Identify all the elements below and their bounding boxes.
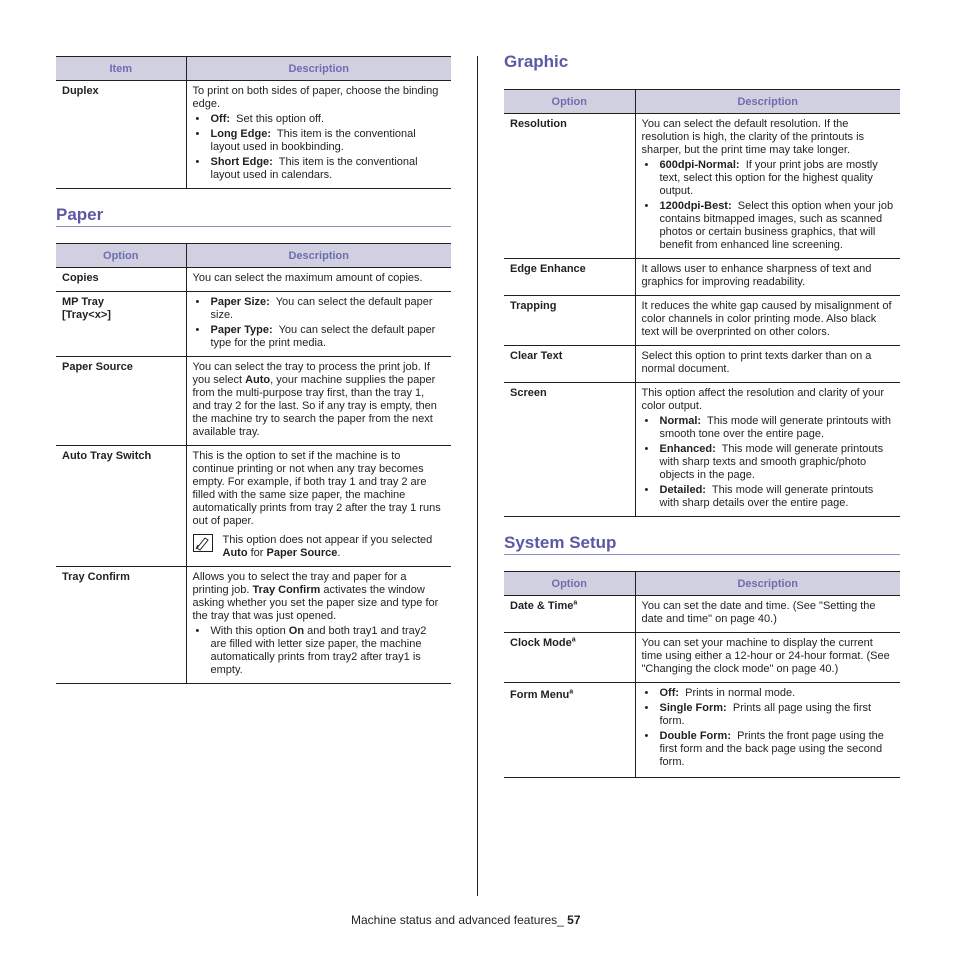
table-header-row — [504, 90, 900, 114]
option-description: This option affect the resolution and clarity of your color output. • Normal: This mode will generate printouts with smooth tone over the entire page. • Enhanced: This mode will generate printouts with sharp texts and smooth graphic/photo objects in the page. • Detailed: This mode will generate printouts with sharp details over the entire page. — [635, 383, 900, 517]
option-description: Select this option to print texts darker than on a normal document. — [641, 350, 872, 375]
option-description: To print on both sides of paper, choose the binding edge. • Off: Set this option off. • Long Edge: This item is the conventional layout used in bookbinding. • Short Edge: This item is the conventional layout used in calendars. — [186, 81, 451, 189]
option-description — [635, 683, 900, 778]
option-description: You can select the tray to process the print job. If you select Auto, your machine supplies the paper from the multi-purpose tray first, than the tray 1, and tray 2 for the last. So if any tray is empty, then the machine try to search the paper from the next available tray. — [192, 361, 437, 438]
list-item: • Enhanced: This mode will generate printouts with sharp texts and smooth graphic/photo objects in the page. — [642, 443, 895, 482]
table-header-row — [56, 57, 451, 81]
header-description: Description — [186, 244, 451, 268]
header-option: Option — [504, 572, 635, 596]
option-description: You can set the date and time. (See "Setting the date and time" on page 40.) — [641, 600, 876, 625]
header-description: Description — [186, 57, 451, 81]
option-description: You can select the default resolution. If the resolution is high, the clarity of the printouts is sharper, but the print time may take longer. • 600dpi-Normal: If your print jobs are mostly text, select this option for the highest quality output. • 1200dpi-Best: Select this option when your job contains bitmapped images, such as scanned photos or certain business graphics, that will benefit from enhanced line screening. — [635, 114, 900, 259]
note-icon — [193, 534, 213, 552]
list-item: • 600dpi-Normal: If your print jobs are mostly text, select this option for the highest quality output. — [642, 159, 895, 198]
option-name: MP Tray [Tray<x>] — [56, 292, 186, 357]
list-item: • Normal: This mode will generate printouts with smooth tone over the entire page. — [642, 415, 895, 441]
option-name: Copies — [56, 268, 186, 292]
option-name: Screen — [504, 383, 635, 517]
option-description: This is the option to set if the machine is to continue printing or not when any tray becomes empty. For example, if both tray 1 and tray 2 are filled with the same size paper, the machine automatically prints from tray 2 after the tray 1 runs out of paper. This option does not appear if you selected Auto for Paper Source. — [186, 446, 451, 567]
bullet-list — [193, 113, 446, 182]
list-item: • Paper Type: You can select the default paper type for the print media. — [193, 324, 446, 350]
table-header-row — [504, 572, 900, 596]
bullet-list — [642, 415, 895, 510]
option-name: Form Menu$^a$ — [504, 683, 635, 778]
left-column — [56, 56, 451, 684]
system-setup-table — [504, 571, 900, 778]
section-heading-paper: Paper — [56, 205, 451, 227]
bullet-list — [193, 625, 446, 677]
option-name: Edge Enhance — [504, 259, 635, 296]
table-row — [504, 259, 900, 296]
table-row — [504, 296, 900, 346]
option-description: Allows you to select the tray and paper for a printing job. Tray Confirm activates the window asking whether you set the paper size and type for the tray that was just opened. • With this option On and both tray1 and tray2 are filled with letter size paper, the machine automatically prints from tray2 after tray1 is empty. — [186, 567, 451, 684]
header-option: Option — [56, 244, 186, 268]
table-row — [56, 446, 451, 567]
option-name: Trapping — [504, 296, 635, 346]
table-row — [504, 683, 900, 778]
option-name: Auto Tray Switch — [56, 446, 186, 567]
list-item: • Double Form: Prints the front page using the first form and the back page using the second form. — [642, 730, 895, 769]
list-item: • Off: Prints in normal mode. — [642, 687, 895, 700]
option-name: Tray Confirm — [56, 567, 186, 684]
section-heading-graphic: Graphic — [504, 52, 569, 71]
option-description — [186, 292, 451, 357]
header-description: Description — [635, 572, 900, 596]
table-row — [504, 633, 900, 683]
option-description: You can set your machine to display the current time using either a 12-hour or 24-hour format. (See "Changing the clock mode" on page 40.) — [641, 637, 890, 675]
header-option: Option — [504, 90, 635, 114]
note — [193, 534, 446, 560]
bullet-list — [642, 159, 895, 252]
bullet-list — [193, 296, 446, 350]
column-divider — [477, 56, 478, 896]
note-text: This option does not appear if you selected Auto for Paper Source. — [222, 534, 433, 559]
list-item: • Short Edge: This item is the conventional layout used in calendars. — [193, 156, 446, 182]
table-row — [56, 268, 451, 292]
table-row — [56, 357, 451, 446]
right-column — [504, 52, 900, 778]
paper-table — [56, 243, 451, 684]
graphic-table — [504, 89, 900, 517]
option-name: Paper Source — [56, 357, 186, 446]
table-row — [56, 292, 451, 357]
duplex-table — [56, 56, 451, 189]
option-name: Resolution — [504, 114, 635, 259]
option-name: Duplex — [56, 81, 186, 189]
table-header-row — [56, 244, 451, 268]
section-heading-system-setup: System Setup — [504, 533, 900, 555]
option-name: Date & Time$^a$ — [504, 596, 635, 633]
table-row — [504, 114, 900, 259]
table-row — [504, 346, 900, 383]
list-item: • Single Form: Prints all page using the first form. — [642, 702, 895, 728]
bullet-list — [642, 687, 895, 769]
option-description: It reduces the white gap caused by misalignment of color channels in color printing mode. Also black text will be overprinted on other colors. — [641, 300, 892, 338]
option-description: You can select the maximum amount of copies. — [192, 272, 423, 284]
table-row — [56, 567, 451, 684]
page-number: 57 — [567, 913, 581, 927]
list-item: • Off: Set this option off. — [193, 113, 446, 126]
option-name: Clock Mode$^a$ — [504, 633, 635, 683]
list-item: • Long Edge: This item is the conventional layout used in bookbinding. — [193, 128, 446, 154]
list-item: • Paper Size: You can select the default paper size. — [193, 296, 446, 322]
header-description: Description — [635, 90, 900, 114]
page-footer: Machine status and advanced features_ 57 — [351, 913, 581, 927]
header-item: Item — [56, 57, 186, 81]
table-row — [504, 383, 900, 517]
list-item: • Detailed: This mode will generate printouts with sharp details over the entire page. — [642, 484, 895, 510]
table-row — [56, 81, 451, 189]
option-name: Clear Text — [504, 346, 635, 383]
list-item: • 1200dpi-Best: Select this option when your job contains bitmapped images, such as scanned photos or certain business graphics, that will benefit from enhanced line screening. — [642, 200, 895, 252]
list-item: • With this option On and both tray1 and tray2 are filled with letter size paper, the machine automatically prints from tray2 after tray1 is empty. — [193, 625, 446, 677]
option-description: It allows user to enhance sharpness of text and graphics for improving readability. — [641, 263, 872, 288]
table-row — [504, 596, 900, 633]
